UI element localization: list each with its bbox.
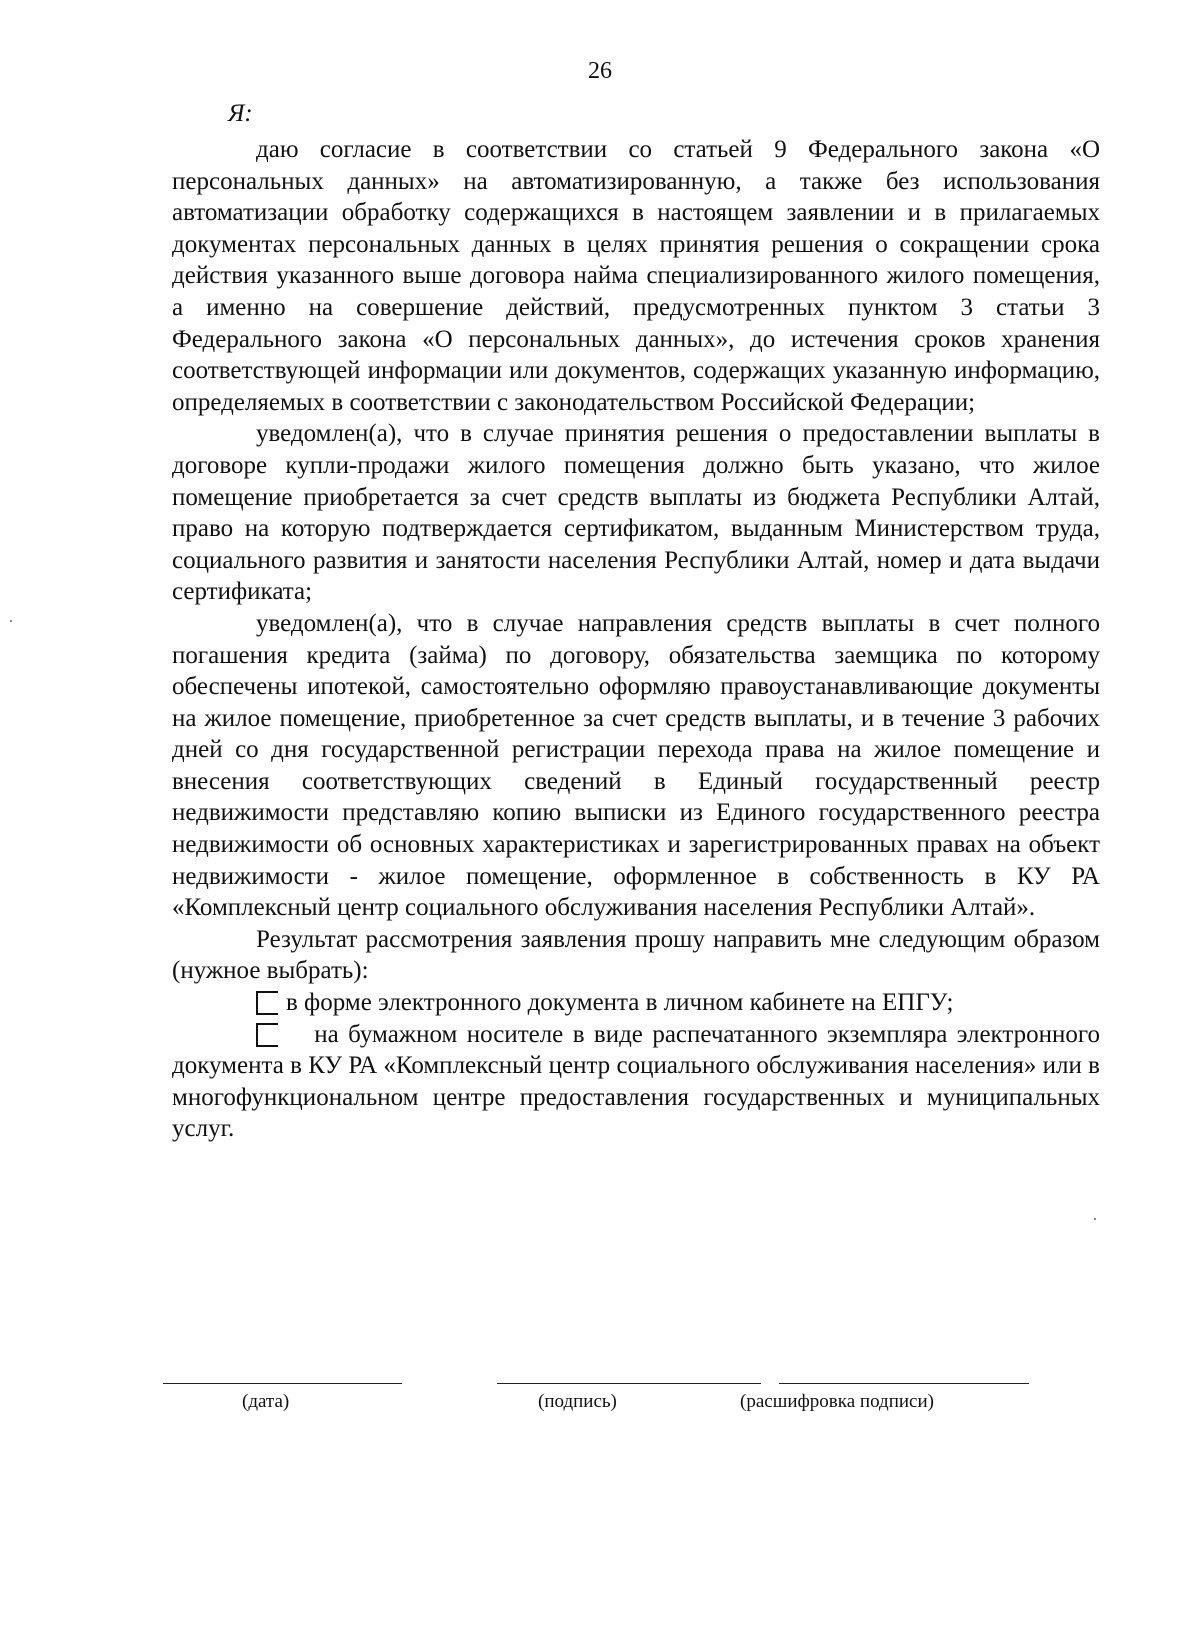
checkbox-electronic[interactable] xyxy=(256,991,278,1015)
signature-line xyxy=(497,1383,761,1384)
notice-paragraph-purchase: уведомлен(а), что в случае принятия решения о предоставлении выплаты в договоре купли-продажи жилого помещения должно быть указано, что жилое помещение приобретается за счет средств выплаты из бюджета Республики Алтай, право на которую подтверждается сертификатом, выданным Министерством труда, социального развития и занятости населения Республики Алтай, номер и дата выдачи сертификата; xyxy=(172,420,1100,606)
salutation: Я: xyxy=(228,100,253,127)
option-paper-label: на бумажном носителе в виде распечатанного экземпляра электронного документа в КУ РА «Комплексный центр социального обслуживания населения» или в многофункциональном центре предоставления государственных и муниципальных услуг. xyxy=(172,1020,1100,1143)
signature-decoding-line xyxy=(779,1383,1029,1384)
document-body xyxy=(172,134,1100,1145)
option-electronic xyxy=(172,987,1100,1019)
option-paper xyxy=(172,1019,1100,1145)
date-line xyxy=(163,1383,402,1384)
scan-speck xyxy=(10,620,12,622)
date-caption: (дата) xyxy=(242,1391,290,1412)
result-delivery-paragraph: Результат рассмотрения заявления прошу направить мне следующим образом (нужное выбрать): xyxy=(172,925,1100,985)
notice-paragraph-mortgage: уведомлен(а), что в случае направления средств выплаты в счет полного погашения кредита (займа) по договору, обязательства заемщика по которому обеспечены ипотекой, самостоятельно оформляю правоустанавливающие документы на жилое помещение, приобретенное за счет средств выплаты, и в течение 3 рабочих дней со дня государственной регистрации перехода права на жилое помещение и внесения соответствующих сведений в Единый государственный реестр недвижимости представляю копию выписки из Единого государственного реестра недвижимости об основных характеристиках и зарегистрированных правах на объект недвижимости - жилое помещение, оформленное в собственность в КУ РА «Комплексный центр социального обслуживания населения Республики Алтай». xyxy=(172,609,1100,922)
checkbox-paper[interactable] xyxy=(256,1023,278,1047)
option-electronic-label: в форме электронного документа в личном кабинете на ЕПГУ; xyxy=(286,989,954,1017)
consent-paragraph: даю согласие в соответствии со статьей 9 Федерального закона «О персональных данных» на автоматизированную, а также без использования автоматизации обработку содержащихся в настоящем заявлении и в прилагаемых документах персональных данных в целях принятия решения о сокращении срока действия указанного выше договора найма специализированного жилого помещения, а именно на совершение действий, предусмотренных пунктом 3 статьи 3 Федерального закона «О персональных данных», до истечения сроков хранения соответствующей информации или документов, содержащих указанную информацию, определяемых в соответствии с законодательством Российской Федерации; xyxy=(172,136,1100,416)
scan-speck xyxy=(1094,1218,1096,1220)
page-number: 26 xyxy=(588,58,612,84)
signature-caption: (подпись) xyxy=(538,1391,617,1412)
signature-decoding-caption: (расшифровка подписи) xyxy=(740,1391,934,1412)
